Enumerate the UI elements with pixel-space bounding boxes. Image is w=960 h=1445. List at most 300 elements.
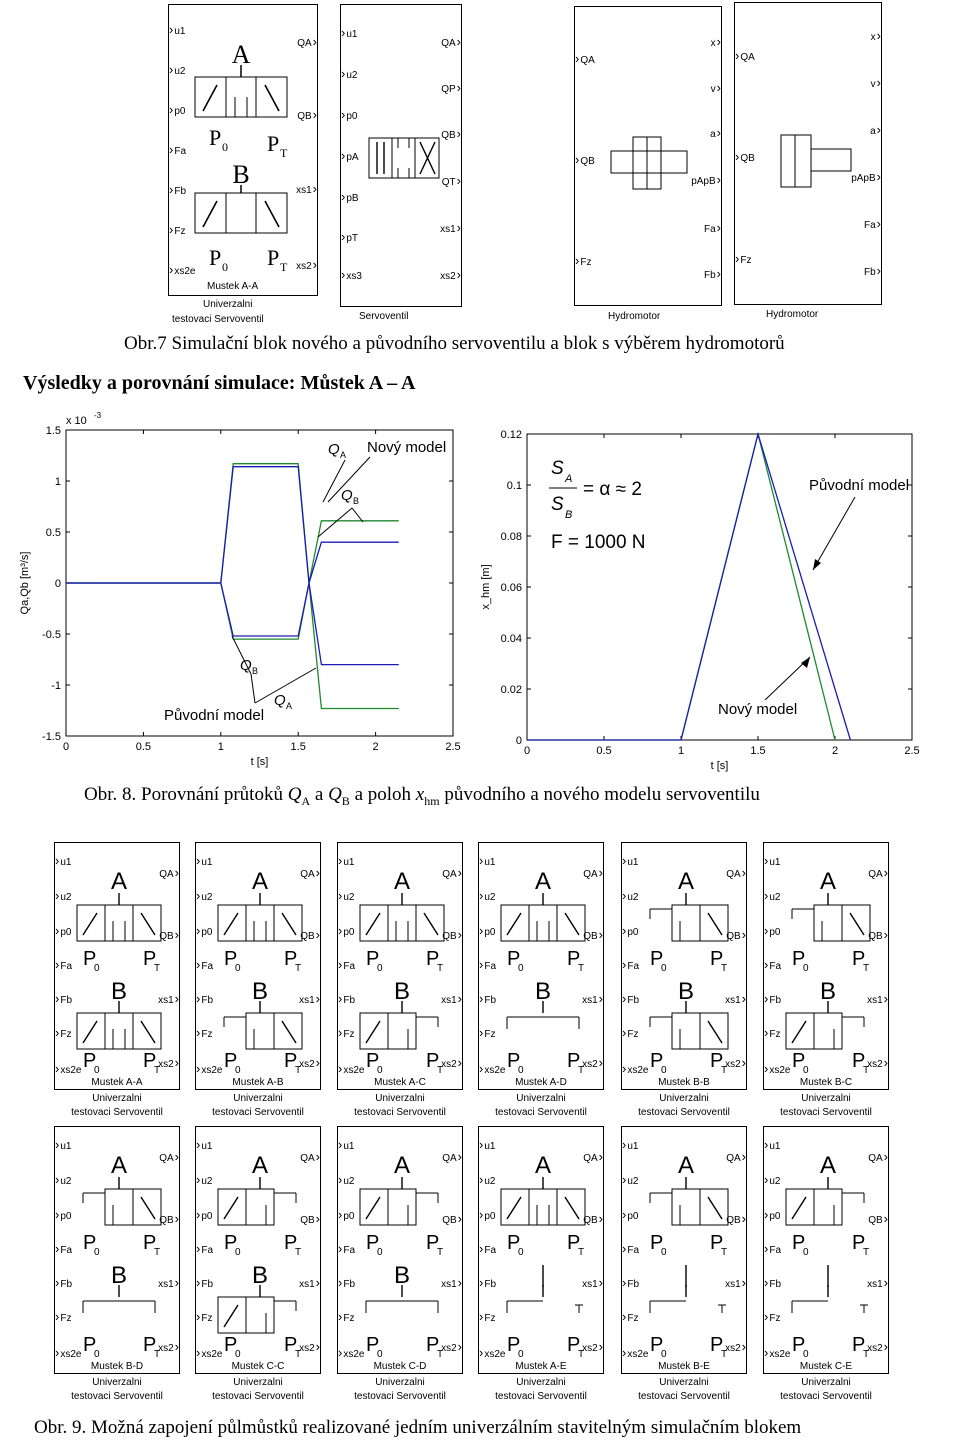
port-xs1: xs1 › [296, 183, 317, 197]
port-p0: › p0 [622, 1209, 638, 1223]
universal-servo-block[interactable] [478, 842, 604, 1090]
port-xs2e: › xs2e [169, 264, 195, 278]
pt-sub: T [437, 1349, 444, 1357]
universal-servo-block[interactable] [621, 842, 747, 1090]
label-qa: Q [274, 692, 286, 709]
port-fb: › Fb [196, 993, 213, 1007]
port-fz: › Fz [338, 1311, 354, 1325]
flow-arrow [565, 1197, 579, 1219]
hydromotor-block-2[interactable] [734, 2, 882, 305]
block-sub1: Univerzalni [92, 1377, 142, 1388]
port-fz: › Fz [196, 1311, 212, 1325]
valve-symbol [69, 1147, 169, 1357]
label-novy-model: Nový model [718, 701, 798, 718]
valve-symbol [210, 1147, 310, 1357]
p0-sub: 0 [235, 1065, 241, 1073]
port-fz: › Fz [575, 255, 591, 269]
block-label: Mustek C-E [799, 1361, 853, 1372]
universal-servo-block[interactable] [195, 1126, 321, 1374]
block-sub2: testovaci Servoventil [71, 1391, 163, 1402]
x-tick-label: 2 [831, 745, 839, 757]
p0-glyph: P [83, 1050, 97, 1072]
port-u1: › u1 [622, 1139, 638, 1153]
x-tick-label: 0.5 [135, 741, 152, 753]
port-xs2e: › xs2e [622, 1063, 648, 1077]
port-fa: › Fa [764, 959, 781, 973]
port-fz: › Fz [622, 1027, 638, 1041]
port-xs2e: › xs2e [338, 1347, 364, 1361]
port-xs1: xs1 › [867, 1277, 888, 1291]
port-u1: › u1 [764, 1139, 780, 1153]
port-fb: › Fb [479, 993, 496, 1007]
port-fb: › Fb [55, 1277, 72, 1291]
p0-glyph: P [83, 948, 97, 970]
port-xs2e: › xs2e [479, 1347, 505, 1361]
port-u2: › u2 [169, 64, 185, 78]
port-xs1: xs1 › [582, 1277, 603, 1291]
port-fb: › Fb [338, 1277, 355, 1291]
port-xs2e: › xs2e [479, 1063, 505, 1077]
caption-mid: a [310, 784, 329, 805]
port-u1: › u1 [55, 1139, 71, 1153]
port-fa: Fa › [864, 218, 881, 232]
p0-sub: 0 [518, 1247, 524, 1258]
p0-glyph: P [507, 1050, 521, 1072]
caption-suffix: původního a nového modelu servoventilu [439, 784, 760, 805]
block-sub1: Univerzalni [92, 1093, 142, 1104]
port-fz: › Fz [479, 1311, 495, 1325]
port-qa: › QA [575, 53, 595, 67]
port-u2: › u2 [55, 1174, 71, 1188]
block-label: Mustek A-A [91, 1077, 143, 1088]
block-sub1: Univerzalni [659, 1093, 709, 1104]
port-qa: QA › [583, 1151, 603, 1165]
y-tick-label: -1 [51, 680, 61, 692]
flow-rate-chart [0, 402, 475, 774]
block-label: Mustek A-C [374, 1077, 426, 1088]
glyph-a: A [534, 868, 552, 895]
port-v: v › [871, 77, 881, 91]
pt-glyph: P [426, 1050, 440, 1072]
pt-sub: T [863, 1349, 870, 1357]
p0-glyph: P [366, 1232, 380, 1254]
port-fa: › Fa [338, 1243, 355, 1257]
label-puvodni-model: Původní model [809, 477, 910, 494]
pt-sub: T [721, 1065, 728, 1073]
figure-7-caption: Obr.7 Simulační blok nového a původního servoventilu a blok s výběrem hydromotorů [124, 333, 785, 354]
caption-x-sub: hm [424, 793, 440, 808]
port-fz: › Fz [764, 1027, 780, 1041]
glyph-b: B [393, 1262, 411, 1289]
port-p0: › p0 [338, 925, 354, 939]
port-qb: › QB [575, 154, 595, 168]
port-qa: QA › [441, 36, 461, 50]
p0-glyph: P [224, 948, 238, 970]
flow-arrow [366, 1197, 380, 1219]
p0-sub: 0 [803, 1247, 809, 1258]
pt-sub: T [721, 1349, 728, 1357]
block-label: Servoventil [359, 311, 409, 322]
p0-glyph: P [650, 1050, 664, 1072]
p0-sub: 0 [518, 1065, 524, 1073]
port-p0: › p0 [196, 1209, 212, 1223]
port-pb: › pB [341, 191, 359, 205]
pt-sub: T [280, 146, 288, 160]
x-tick-label: 1 [217, 741, 224, 753]
port-fb: › Fb [622, 1277, 639, 1291]
chart-left-plot [19, 411, 461, 768]
label-qb-sub: B [252, 666, 259, 676]
port-p0: › p0 [479, 1209, 495, 1223]
port-u1: › u1 [169, 24, 185, 38]
p0-sub: 0 [94, 963, 100, 974]
port-xs1: xs1 › [867, 993, 888, 1007]
pt-glyph: P [143, 1334, 157, 1356]
x-tick-label: 0 [62, 741, 70, 753]
x-tick-label: 1.5 [750, 745, 766, 757]
block-label: Mustek B-C [799, 1077, 853, 1088]
port-qa: QA › [442, 1151, 462, 1165]
flow-arrow [366, 1021, 380, 1043]
4-3-valve-symbol [367, 130, 441, 190]
port-qa: QA › [726, 1151, 746, 1165]
section-heading: Výsledky a porovnání simulace: Můstek A – A [23, 372, 416, 394]
port-xs3: › xs3 [341, 269, 362, 283]
flow-arrow [83, 913, 97, 935]
port-papb: pApB › [691, 174, 721, 188]
pt-sub: T [721, 1247, 728, 1258]
port-xs1: xs1 › [441, 993, 462, 1007]
flow-arrow [141, 1197, 155, 1219]
port-u2: › u2 [341, 68, 357, 82]
pt-glyph: P [284, 1232, 298, 1254]
port-p0: › p0 [479, 925, 495, 939]
flow-arrow [366, 913, 380, 935]
port-fz: › Fz [479, 1027, 495, 1041]
port-fz: › Fz [169, 224, 185, 238]
port-fb: Fb › [704, 268, 721, 282]
pt-glyph: P [852, 1232, 866, 1254]
eq-sb: S [551, 494, 564, 515]
p0-glyph: P [83, 1334, 97, 1356]
p0-glyph: P [209, 125, 222, 150]
pt-glyph: P [710, 1334, 724, 1356]
port-qa: QA › [868, 1151, 888, 1165]
port-fb: › Fb [169, 184, 186, 198]
block-sub2: testovaci Servoventil [495, 1107, 587, 1118]
p0-glyph: P [507, 948, 521, 970]
hydromotor-block-1[interactable] [574, 6, 722, 306]
port-p0: › p0 [341, 109, 357, 123]
port-xs2e: › xs2e [196, 1063, 222, 1077]
port-u2: › u2 [338, 1174, 354, 1188]
flow-arrow [792, 1197, 806, 1219]
port-xs2e: › xs2e [196, 1347, 222, 1361]
port-qb: QB › [300, 929, 320, 943]
p0-sub: 0 [235, 1247, 241, 1258]
eq-sa-sub: A [565, 473, 573, 485]
y-tick-label: 0.08 [500, 531, 522, 543]
pt-glyph: P [143, 948, 157, 970]
glyph-a: A [231, 40, 251, 69]
port-xs2: xs2 › [299, 1341, 320, 1355]
glyph-a: A [819, 868, 837, 895]
pt-sub: T [295, 963, 302, 974]
port-u1: › u1 [338, 1139, 354, 1153]
p0-sub: 0 [377, 1065, 383, 1073]
port-p0: › p0 [55, 925, 71, 939]
block-label: Mustek B-E [658, 1361, 710, 1372]
p0-sub: 0 [518, 1349, 524, 1357]
port-xs2: xs2 › [441, 1341, 462, 1355]
port-fb: › Fb [764, 1277, 781, 1291]
universal-servo-block[interactable] [54, 1126, 180, 1374]
pt-sub: T [295, 1065, 302, 1073]
pt-glyph: P [567, 1334, 581, 1356]
glyph-a: A [251, 1152, 269, 1179]
pt-glyph: P [567, 1050, 581, 1072]
pt-sub: T [154, 963, 161, 974]
p0-sub: 0 [94, 1065, 100, 1073]
block-label: Mustek A-E [515, 1361, 567, 1372]
port-p0: › p0 [338, 1209, 354, 1223]
servoventil-block[interactable] [340, 4, 462, 307]
port-p0: › p0 [55, 1209, 71, 1223]
port-p0: › p0 [622, 925, 638, 939]
p0-glyph: P [366, 948, 380, 970]
p0-glyph: P [83, 1232, 97, 1254]
port-xs2: xs2 › [725, 1341, 746, 1355]
port-qt: QT › [442, 175, 461, 189]
port-u1: › u1 [196, 1139, 212, 1153]
valve-symbol [493, 863, 593, 1073]
port-a: a › [710, 127, 721, 141]
universal-servo-block[interactable] [337, 1126, 463, 1374]
port-fa: › Fa [479, 959, 496, 973]
pt-sub: T [295, 1349, 302, 1357]
valve-symbol [352, 1147, 452, 1357]
universal-servo-block[interactable] [763, 1126, 889, 1374]
pt-glyph: P [567, 948, 581, 970]
block-sub2: testovaci Servoventil [780, 1391, 872, 1402]
pt-glyph: P [143, 1232, 157, 1254]
eq-force: F = 1000 N [551, 532, 646, 553]
pt-sub: T [863, 963, 870, 974]
label-qa-sub: A [286, 701, 293, 711]
block-label: Hydromotor [766, 309, 819, 320]
eq-sb-sub: B [565, 509, 573, 521]
port-qa: QA › [159, 867, 179, 881]
port-fz: › Fz [55, 1311, 71, 1325]
port-fa: › Fa [196, 1243, 213, 1257]
port-u2: › u2 [338, 890, 354, 904]
port-fz: › Fz [735, 253, 751, 267]
block-sub2: testovaci Servoventil [172, 314, 264, 325]
label-qb-sub: B [353, 496, 360, 506]
flow-arrow [224, 913, 238, 935]
port-p0: › p0 [169, 104, 185, 118]
pt-sub: T [437, 1247, 444, 1258]
p0-glyph: P [507, 1334, 521, 1356]
port-xs2e: › xs2e [764, 1347, 790, 1361]
universal-servo-block[interactable] [621, 1126, 747, 1374]
port-fb: › Fb [196, 1277, 213, 1291]
valve-symbol [778, 863, 878, 1073]
pt-glyph: P [284, 948, 298, 970]
port-qa: QA › [726, 867, 746, 881]
pt-glyph: P [852, 948, 866, 970]
port-xs2e: › xs2e [55, 1347, 81, 1361]
p0-sub: 0 [377, 1349, 383, 1357]
port-xs1: xs1 › [299, 993, 320, 1007]
port-fb: › Fb [338, 993, 355, 1007]
port-p0: › p0 [764, 925, 780, 939]
label-novy-model: Nový model [367, 439, 447, 456]
universal-servo-block[interactable] [168, 4, 318, 296]
port-xs2: xs2 › [296, 259, 317, 273]
block-sub1: Univerzalni [801, 1093, 851, 1104]
glyph-b: B [677, 978, 695, 1005]
port-xs2: xs2 › [867, 1057, 888, 1071]
block-sub2: testovaci Servoventil [71, 1107, 163, 1118]
port-qa: QA › [300, 867, 320, 881]
valve-envelope [218, 905, 302, 941]
p0-sub: 0 [518, 963, 524, 974]
glyph-a: A [393, 868, 411, 895]
port-fb: › Fb [479, 1277, 496, 1291]
pt-glyph: P [426, 1232, 440, 1254]
pt-glyph: P [710, 1050, 724, 1072]
port-qa: QA › [300, 1151, 320, 1165]
port-u1: › u1 [196, 855, 212, 869]
y-tick-label: 0.04 [500, 633, 522, 645]
pt-glyph: P [284, 1050, 298, 1072]
glyph-b: B [251, 978, 269, 1005]
port-xs2: xs2 › [158, 1057, 179, 1071]
port-fz: › Fz [55, 1027, 71, 1041]
block-sub1: Univerzalni [375, 1377, 425, 1388]
port-qb: QB › [159, 929, 179, 943]
pt-glyph: P [426, 948, 440, 970]
universal-servo-block[interactable] [195, 842, 321, 1090]
p0-sub: 0 [661, 963, 667, 974]
port-qa: QA › [583, 867, 603, 881]
flow-arrow [708, 1197, 722, 1219]
block-sub2: testovaci Servoventil [780, 1107, 872, 1118]
flow-arrow [507, 1197, 521, 1219]
flow-arrow [565, 913, 579, 935]
p0-glyph: P [650, 1334, 664, 1356]
flow-arrow [507, 913, 521, 935]
port-fa: › Fa [479, 1243, 496, 1257]
y-tick-label: -1.5 [42, 731, 61, 743]
x-tick-label: 2.5 [445, 741, 461, 753]
block-sub2: testovaci Servoventil [212, 1107, 304, 1118]
p0-sub: 0 [235, 1349, 241, 1357]
position-chart [475, 402, 960, 774]
block-sub2: testovaci Servoventil [212, 1391, 304, 1402]
eq-sa: S [551, 458, 564, 479]
port-u2: › u2 [764, 1174, 780, 1188]
universal-servo-block[interactable] [54, 842, 180, 1090]
port-qb: QB › [441, 128, 461, 142]
port-qb: QB › [442, 929, 462, 943]
y-exponent-sup: -3 [94, 411, 102, 420]
block-sub1: Univerzalni [659, 1377, 709, 1388]
glyph-a: A [534, 1152, 552, 1179]
port-u1: › u1 [479, 855, 495, 869]
port-qa: QA › [442, 867, 462, 881]
port-qb: QB › [726, 1213, 746, 1227]
block-sub2: testovaci Servoventil [354, 1391, 446, 1402]
p0-sub: 0 [661, 1247, 667, 1258]
p0-sub: 0 [377, 963, 383, 974]
port-x: x › [871, 30, 881, 44]
valve-symbol [352, 863, 452, 1073]
glyph-b: B [110, 1262, 128, 1289]
p0-sub: 0 [222, 260, 228, 273]
port-fb: › Fb [622, 993, 639, 1007]
y-tick-label: -0.5 [42, 629, 61, 641]
flow-arrow [83, 1021, 97, 1043]
x-axis-label: t [s] [250, 756, 269, 768]
pt-sub: T [863, 1247, 870, 1258]
port-a: a › [870, 124, 881, 138]
port-fa: › Fa [169, 144, 186, 158]
p0-glyph: P [650, 948, 664, 970]
p0-sub: 0 [94, 1349, 100, 1357]
block-label: Mustek C-C [231, 1361, 285, 1372]
caption-prefix: Obr. 8. Porovnání průtoků [84, 784, 288, 805]
double-rod-cylinder-symbol [609, 133, 689, 193]
port-qb: QB › [868, 1213, 888, 1227]
y-tick-label: 0 [54, 578, 61, 590]
y-tick-label: 0.12 [500, 429, 522, 441]
port-fa: › Fa [196, 959, 213, 973]
port-x: x › [711, 36, 721, 50]
p0-sub: 0 [235, 963, 241, 974]
valve-envelope [360, 905, 444, 941]
valve-symbol [493, 1147, 593, 1357]
valve-symbol [636, 1147, 736, 1357]
universal-servo-block[interactable] [763, 842, 889, 1090]
p0-glyph: P [224, 1334, 238, 1356]
glyph-a: A [677, 868, 695, 895]
pt-sub: T [295, 1247, 302, 1258]
x-tick-label: 0.5 [596, 745, 612, 757]
port-qa: › QA [735, 50, 755, 64]
p0-sub: 0 [661, 1349, 667, 1357]
valve-symbol [778, 1147, 878, 1357]
pt-glyph: P [267, 131, 280, 156]
y-tick-label: 1.5 [45, 425, 61, 437]
block-label: Mustek C-D [373, 1361, 427, 1372]
glyph-b: B [393, 978, 411, 1005]
p0-glyph: P [224, 1232, 238, 1254]
pt-glyph: P [710, 948, 724, 970]
port-u2: › u2 [764, 890, 780, 904]
pt-sub: T [154, 1349, 161, 1357]
universal-servo-block[interactable] [337, 842, 463, 1090]
pt-glyph: P [143, 1050, 157, 1072]
y-axis-label: x_hm [m] [480, 564, 492, 610]
port-qb: QB › [868, 929, 888, 943]
x-tick-label: 1.5 [290, 741, 306, 753]
caption-x: x [415, 784, 425, 805]
universal-servo-block[interactable] [478, 1126, 604, 1374]
port-fz: › Fz [622, 1311, 638, 1325]
pt-sub: T [437, 1065, 444, 1073]
